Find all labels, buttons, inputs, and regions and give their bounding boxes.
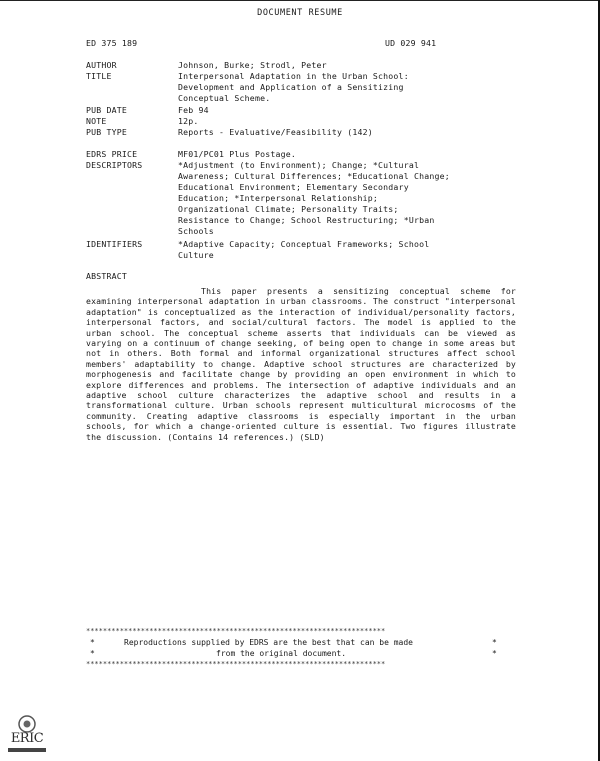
note-value: 12p. — [178, 116, 199, 126]
star-left: * — [90, 638, 95, 647]
descriptor-line: Awareness; Cultural Differences; *Educational Change; — [178, 171, 450, 181]
identifier-line: *Adaptive Capacity; Conceptual Frameworks; School — [178, 239, 430, 249]
star-left: * — [90, 649, 95, 658]
ud-number: UD 029 941 — [385, 38, 437, 48]
pub-type-label: PUB TYPE — [86, 127, 128, 137]
top-rule — [0, 0, 598, 1]
title-line: Interpersonal Adaptation in the Urban School: — [178, 71, 409, 81]
descriptor-line: Organizational Climate; Personality Traits; — [178, 204, 399, 214]
abstract-text — [86, 286, 516, 442]
pub-date-value: Feb 94 — [178, 105, 209, 115]
descriptor-line: Education; *Interpersonal Relationship; — [178, 193, 379, 203]
title-line: Development and Application of a Sensitizing — [178, 82, 404, 92]
star-rule-bottom: *********************************************************************** — [86, 660, 386, 668]
eric-logo-text: ERIC — [10, 731, 44, 746]
descriptor-line: *Adjustment (to Environment); Change; *Cultural — [178, 160, 420, 170]
ed-number: ED 375 189 — [86, 38, 138, 48]
repro-line-1: Reproductions supplied by EDRS are the best that can be made — [124, 638, 413, 647]
descriptor-line: Schools — [178, 226, 214, 236]
pub-date-label: PUB DATE — [86, 105, 128, 115]
title-label: TITLE — [86, 71, 112, 81]
eric-logo — [6, 714, 48, 752]
star-right: * — [492, 649, 497, 658]
identifier-line: Culture — [178, 250, 214, 260]
descriptor-line: Resistance to Change; School Restructuring; *Urban — [178, 215, 435, 225]
pub-type-value: Reports - Evaluative/Feasibility (142) — [178, 127, 373, 137]
abstract-label: ABSTRACT — [86, 271, 128, 281]
abstract-paragraph: This paper presents a sensitizing conceptual scheme for examining interpersonal adaptation in urban classrooms. The construct "interpersonal adaptation" is conceptualized as the interaction of individual/personality factors, interpersonal factors, and social/cultural factors. The model is applied to the urban school. The conceptual scheme asserts that individuals can be viewed as varying on a continuum of change seeking, of being open to change in some areas but not in others. Both formal and informal organizational structures affect school members' adaptability to change. Adaptive school structures are characterized by morphogenesis and facilitate change by providing an open environment in which to explore differences and problems. The intersection of adaptive individuals and an adaptive school culture characterizes the adaptive school and results in a transformational culture. Urban schools represent multicultural microcosms of the community. Creating adaptive classrooms is especially important in the urban schools, for which a change-oriented culture is essential. Two figures illustrate the discussion. (Contains 14 references.) (SLD) — [86, 286, 516, 442]
star-rule-top: *********************************************************************** — [86, 627, 386, 635]
identifiers-label: IDENTIFIERS — [86, 239, 143, 249]
edrs-price-value: MF01/PC01 Plus Postage. — [178, 149, 296, 159]
title-line: Conceptual Scheme. — [178, 93, 271, 103]
author-label: AUTHOR — [86, 60, 117, 70]
star-right: * — [492, 638, 497, 647]
author-value: Johnson, Burke; Strodl, Peter — [178, 60, 327, 70]
descriptors-label: DESCRIPTORS — [86, 160, 143, 170]
edrs-price-label: EDRS PRICE — [86, 149, 138, 159]
document-title: DOCUMENT RESUME — [257, 8, 343, 18]
eric-logo-bar — [8, 748, 46, 752]
repro-line-2: from the original document. — [216, 649, 347, 658]
descriptor-line: Educational Environment; Elementary Secondary — [178, 182, 409, 192]
note-label: NOTE — [86, 116, 107, 126]
